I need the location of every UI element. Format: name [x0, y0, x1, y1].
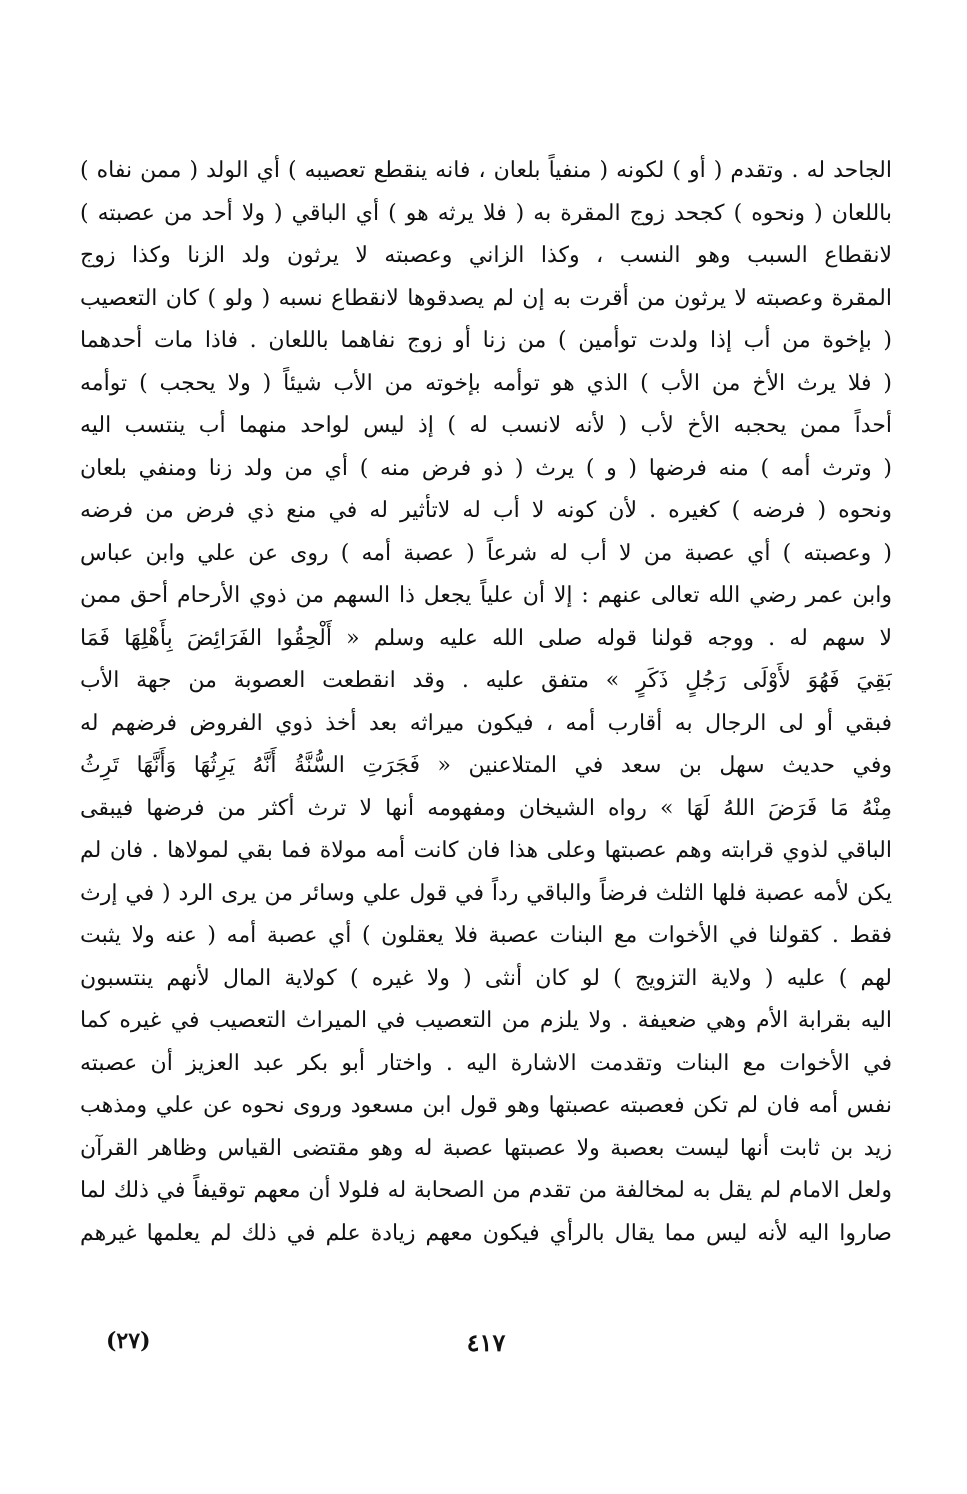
text-line: وفي حديث سهل بن سعد في المتلاعنين « فَجَرَتِ السُّنَّةُ أَنَّهُ يَرِثُهَا وَأَنَّهَا تَرِثُ: [80, 753, 892, 778]
text-line: بَقِيَ فَهُوَ لأَوْلَى رَجُلٍ ذَكَرٍ » متفق عليه . وقد انقطعت العصوبة من جهة الأب: [80, 668, 892, 693]
text-line: الجاحد له . وتقدم ( أو ) لكونه ( منفياً بلعان ، فانه ينقطع تعصيبه ) أي الولد ( ممن نفاه ): [80, 158, 892, 183]
text-line: مِنْهُ مَا فَرَضَ اللهُ لَهَا » رواه الشيخان ومفهومه أنها لا ترث أكثر من فرضها فيبقى: [80, 795, 892, 821]
text-line: ( وعصبته ) أي عصبة من لا أب له شرعاً ( عصبة أمه ) روى عن علي وابن عباس: [80, 540, 892, 566]
text-line: لهم ) عليه ( ولاية التزويج ) لو كان أنثى ( ولا غيره ) كولاية المال لأنهم ينتسبون: [80, 965, 892, 991]
text-line: اليه بقرابة الأم وهي ضعيفة . ولا يلزم من التعصيب في الميراث التعصيب في غيره كما: [80, 1008, 892, 1033]
page-number: ٤١٧: [466, 1328, 506, 1357]
text-line: لانقطاع السبب وهو النسب ، وكذا الزاني وعصبته لا يرثون ولد الزنا وكذا زوج: [80, 243, 892, 268]
text-line: فقط . كقولنا في الأخوات مع البنات عصبة فلا يعقلون ) أي عصبة أمه ( عنه ولا يثبت: [80, 923, 892, 948]
text-line: نفس أمه فان لم تكن فعصبته عصبتها وهو قول ابن مسعود وروى نحوه عن علي ومذهب: [80, 1093, 892, 1118]
text-line: وابن عمر رضي الله تعالى عنهم : إلا أن علياً يجعل ذا السهم من ذوي الأرحام أحق ممن: [80, 583, 892, 608]
text-line: لا سهم له . ووجه قولنا قوله صلى الله عليه وسلم « أَلْحِقُوا الفَرَائِضَ بِأَهْلِهَا فَمَا: [80, 625, 892, 651]
text-line: الباقي لذوي قرابته وهم عصبتها وعلى هذا فان كانت أمه مولاة فما بقي لمولاها . فان لم: [80, 838, 892, 863]
text-line: يكن لأمه عصبة فلها الثلث فرضاً والباقي رداً في قول علي وسائر من يرى الرد ( في إرث: [80, 880, 892, 906]
page-footer: [80, 1328, 892, 1368]
text-line: المقرة وعصبته لا يرثون من أقرت به إن لم يصدقوها لانقطاع نسبه ( ولو ) كان التعصيب: [80, 285, 892, 311]
text-line: أحداً ممن يحجبه الأخ لأب ( لأنه لانسب له ) إذ ليس لواحد منهما أب ينتسب اليه: [80, 413, 892, 438]
text-line: فبقي أو لى الرجال به أقارب أمه ، فيكون ميراثه بعد أخذ ذوي الفروض فرضهم له: [80, 710, 892, 736]
text-line: ولعل الامام لم يقل به لمخالفة من تقدم من الصحابة له فلولا أن معهم توقيفاً في ذلك لما: [80, 1178, 892, 1203]
body-text: [80, 150, 892, 1255]
text-line: ( بإخوة من أب إذا ولدت توأمين ) من زنا أو زوج نفاهما باللعان . فاذا مات أحدهما: [80, 328, 892, 353]
text-line: ( فلا يرث الأخ من الأب ) الذي هو توأمه بإخوته من الأب شيئاً ( ولا يحجب ) توأمه: [80, 370, 892, 396]
text-line: ( وترث أمه ) منه فرضها ( و ) يرث ( ذو فرض منه ) أي من ولد زنا ومنفي بلعان: [80, 455, 892, 481]
text-line: باللعان ( ونحوه ) كجحد زوج المقرة به ( فلا يرثه هو ) أي الباقي ( ولا أحد من عصبته ): [80, 200, 892, 226]
text-line: في الأخوات مع البنات وتقدمت الاشارة اليه . واختار أبو بكر عبد العزيز أن عصبته: [80, 1050, 892, 1076]
text-line: زيد بن ثابت أنها ليست بعصبة ولا عصبتها عصبة له وهو مقتضى القياس وظاهر القرآن: [80, 1135, 892, 1161]
text-line: صاروا اليه لأنه ليس مما يقال بالرأي فيكون معهم زيادة علم في ذلك لم يعلمها غيرهم: [80, 1220, 892, 1246]
signature-mark: (٢٧): [106, 1328, 151, 1354]
text-line: ونحوه ( فرضه ) كغيره . لأن كونه لا أب له لاتأثير له في منع ذي فرض من فرضه: [80, 498, 892, 523]
